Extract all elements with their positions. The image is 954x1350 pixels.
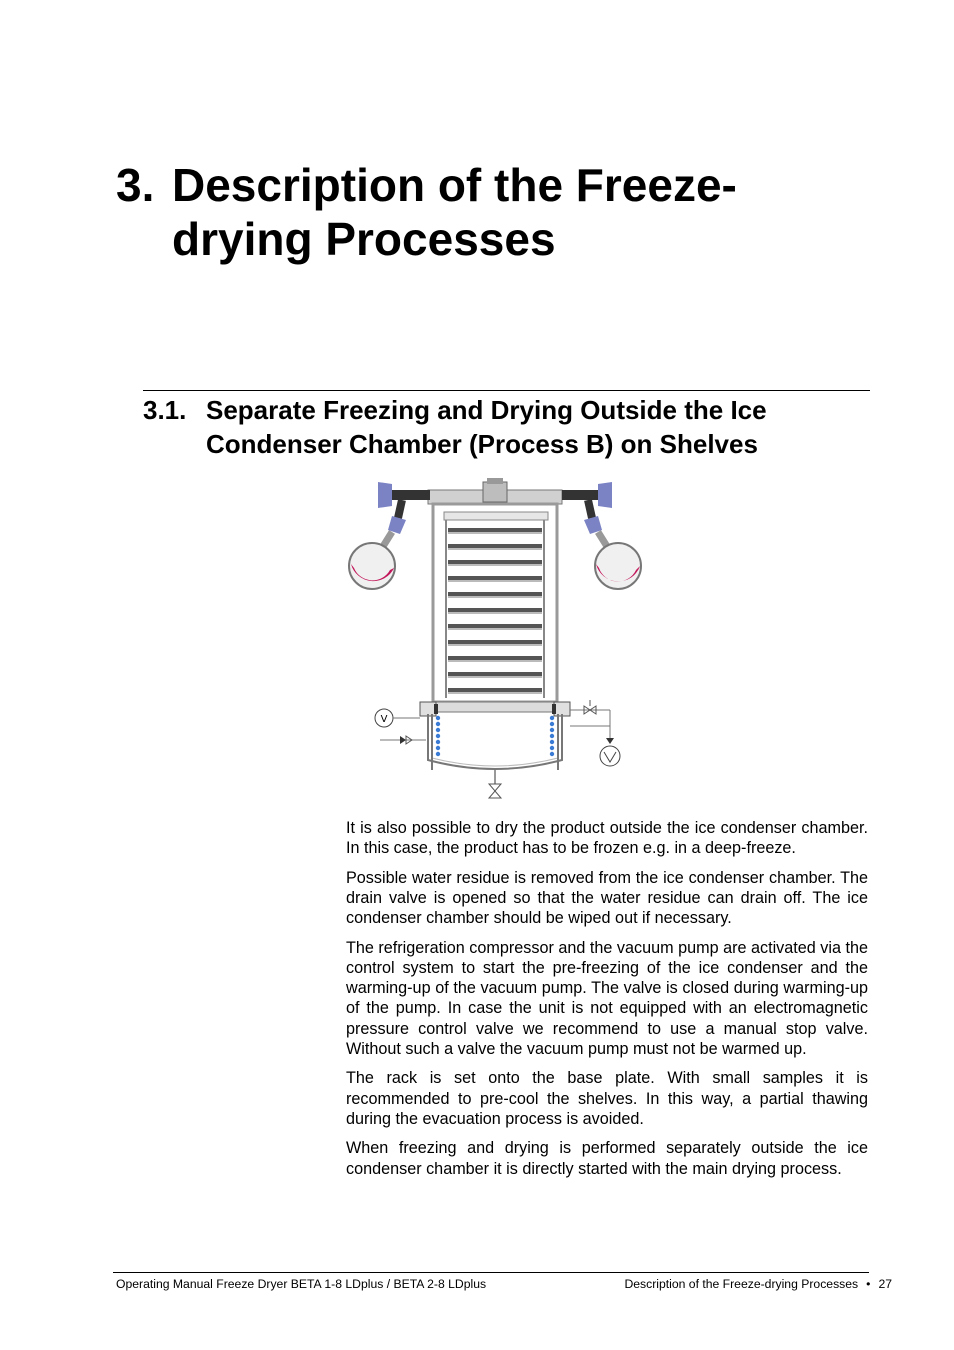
shelf [448, 608, 542, 612]
shelf [448, 624, 542, 628]
shelf [448, 528, 542, 532]
condenser-coil-left [436, 716, 440, 756]
coil-turn [550, 728, 554, 732]
shelf-edge [448, 660, 542, 662]
shelf [448, 544, 542, 548]
coil-turn [436, 746, 440, 750]
shelf [448, 656, 542, 660]
chapter-number: 3. [116, 159, 155, 211]
shelf-edge [448, 548, 542, 550]
shelf [448, 592, 542, 596]
condenser-coil-right [550, 716, 554, 756]
shelf-edge [448, 612, 542, 614]
page-number: 27 [878, 1277, 892, 1291]
paragraph-2: Possible water residue is removed from the ice condenser chamber. The drain valve is opened so that the water residue can drain off. The ice condenser chamber should be wiped out if necessary. [346, 868, 868, 928]
shelf-edge [448, 580, 542, 582]
shelf-edge [448, 596, 542, 598]
shelf-edge [448, 532, 542, 534]
coil-turn [550, 716, 554, 720]
shelf [448, 688, 542, 692]
coil-turn [436, 734, 440, 738]
shelf [448, 672, 542, 676]
footer-separator: • [866, 1277, 871, 1291]
shelf-edge [448, 676, 542, 678]
coil-turn [550, 722, 554, 726]
footer-manual-title: Operating Manual Freeze Dryer BETA 1-8 LDplus / BETA 2-8 LDplus [116, 1277, 487, 1291]
shelf [448, 560, 542, 564]
shelf-edge [448, 692, 542, 694]
section-number: 3.1. [143, 395, 187, 425]
shelf-edge [448, 644, 542, 646]
coil-turn [436, 728, 440, 732]
paragraph-3: The refrigeration compressor and the vacuum pump are activated via the control system to start the pre-freezing of the ice condenser and the warming-up of the vacuum pump. The valve is closed during warming-up of the pump. In case the unit is not equipped with an electromagnetic pressure control valve we recommend to use a manual stop valve. Without such a valve the vacuum pump must not be warmed up. [346, 938, 868, 1058]
section-rule [143, 390, 870, 391]
coil-turn [436, 722, 440, 726]
chapter-title: Description of the Freeze-drying Processes [172, 159, 737, 265]
footer-chapter-title: Description of the Freeze-drying Processes [624, 1277, 859, 1291]
svg-text:V: V [380, 714, 388, 725]
coil-turn [436, 716, 440, 720]
shelf-edge [448, 628, 542, 630]
freeze-dryer-figure [340, 478, 650, 804]
paragraph-1: It is also possible to dry the product outside the ice condenser chamber. In this case, the product has to be frozen e.g. in a deep-freeze. [346, 819, 868, 858]
shelf-edge [448, 564, 542, 566]
coil-turn [436, 752, 440, 756]
shelf [448, 640, 542, 644]
coil-turn [436, 740, 440, 744]
section-title: Separate Freezing and Drying Outside the Ice Condenser Chamber (Process B) on Shelves [206, 395, 767, 459]
shelf [448, 576, 542, 580]
paragraph-4: The rack is set onto the base plate. With small samples it is recommended to pre-cool the shelves. In this way, a partial thawing during the evacuation process is avoided. [346, 1069, 868, 1128]
paragraph-5: When freezing and drying is performed separately outside the ice condenser chamber it is directly started with the main drying process. [346, 1139, 868, 1178]
body-text [346, 818, 868, 1188]
coil-turn [550, 740, 554, 744]
footer-right [624, 1276, 892, 1292]
coil-turn [550, 752, 554, 756]
freeze-dryer-diagram-icon [340, 478, 650, 804]
coil-turn [550, 746, 554, 750]
footer-rule [113, 1272, 869, 1273]
coil-turn [550, 734, 554, 738]
shelf-rack [448, 528, 542, 694]
